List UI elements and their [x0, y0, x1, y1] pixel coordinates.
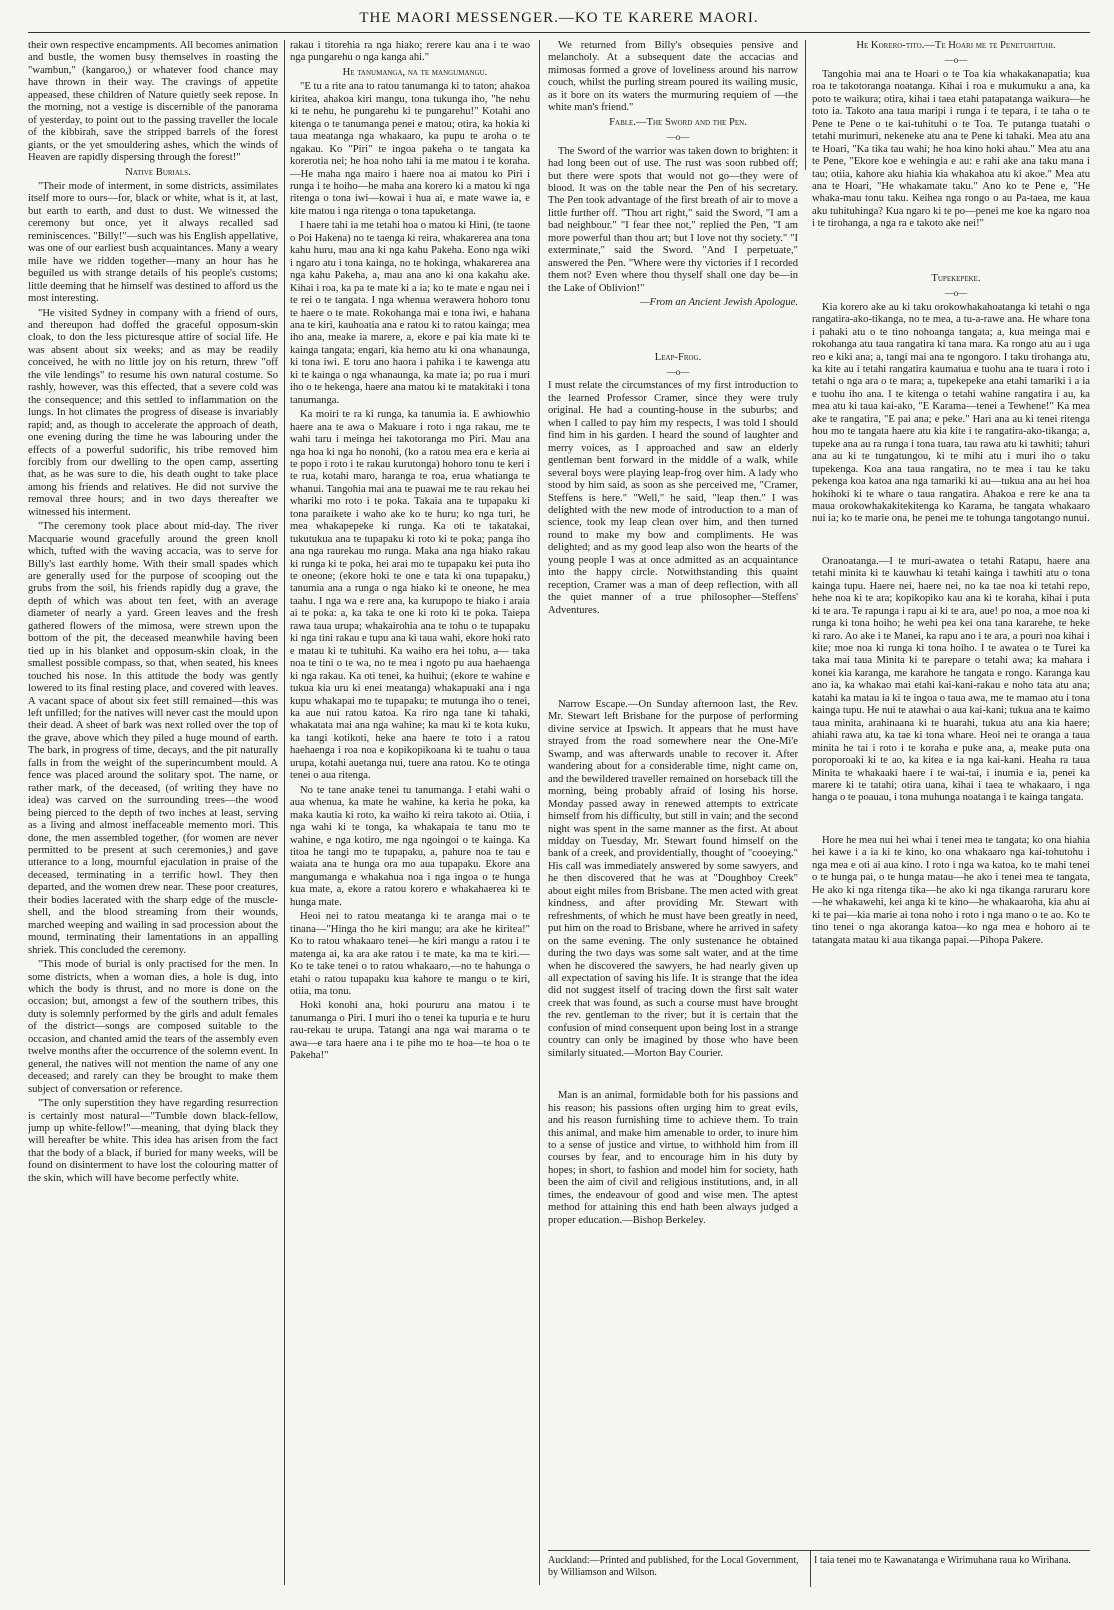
paragraph: their own respective encampments. All becomes animation and bustle, the women busy themselves in roasting the "wambun," (kangaroo,) or whatever food chance may have thrown in their way. The cravings of appetite appeased, these children of Nature quietly seek repose. In the morning, not a vestige is discernible of the panorama of yesterday, to point out to the passing traveller the locale of the kibbirah, save the stripped barrels of the forest giants, or the yet smouldering ashes, which the winds of Heaven are rapidly dispersing through the forest!"	[28, 40, 278, 164]
paragraph: "E tu a rite ana to ratou tanumanga ki to taton; ahakoa kiritea, ahakoa kiri mangu, tona tukunga iho, "he nehu ki te nehu, he pungarehu ki te pungarehu!" Kotahi ano kitenga o te tanumanga penei e matou; otira, ka hokia ki taua meatanga nga whakaaro, ka pupu te aroha o te ngakau. Ko "Piri" te ingoa pakeha o te tangata ka korerotia nei; he hoa noho tahi ia me matou i te koraha.—He maha nga mairo i haere noa ai matou ko Piri i runga i te hoiho—he maha ana korero ki a matou ki nga ritenga o tona iwi—kowai i hua ai, e mate wawe ia, e kite matou i nga ritenga o tona tapuketanga.	[290, 81, 530, 217]
paragraph: Narrow Escape.—On Sunday afternoon last, the Rev. Mr. Stewart left Brisbane for the purpose of performing divine service at Ipswich. It appears that he must have strayed from the road somewhere near the One-Mi'e Swamp, and was afterwards unable to recover it. After wandering about for a considerable time, night came on, and the bewildered traveller remained on horseback till the morning, being probably afraid of losing his horse. Monday passed away in renewed attempts to extricate himself from his difficulty, but still in vain; and the second night was spent in the same manner as the first. At about midday on Tuesday, Mr. Stewart found himself on the bank of a creek, and providentially, thought of "cooeying." His call was immediately answered by some sawyers, and he then discovered that he was at "Doughboy Creek" about eight miles from Brisbane. The men acted with great kindness, and after providing Mr. Stewart with refreshments, of which he must have been greatly in need, put him on the road to Brisbane, where he arrived in safety on the same evening. The only sustenance he obtained during the two days was some salt water, and at the time when he discovered the sawyers, he had nearly given up all expectation of saving his life. It is strange that the idea did not suggest itself of tracing down the first salt water creek that was found, as such a course must have brought the rev. gentleman to the river; but it is certain that the confusion of mind consequent upon being lost in a strange country can only be imagined by those who have been similarly situated.—Morton Bay Courier.	[548, 699, 798, 1059]
attribution: —From an Ancient Jewish Apologue.	[640, 297, 798, 309]
footer-divider	[810, 1551, 811, 1587]
paragraph: Heoi nei to ratou meatanga ki te aranga mai o te tinana—"Hinga tho he kiri mangu; ara ake he kiritea!" Ko to ratou whakaaro tenei—he kiri mangu a ratou i te matenga ai, ka ara ake ratou i te mate, ka ma te kiri.— Ko te take tenei o to ratou whakaaro,—no te hahunga o etahi o ratou tupapaku kua kahore te mangu o te kiri, otiia, ma tonu.	[290, 911, 530, 997]
paragraph: "He visited Sydney in company with a friend of ours, and thereupon had doffed the graceful opposum-skin cloak, to don the less picturesque attire of social life. He was absent about six weeks; and as may be readily conceived, he with no little joy on his return, threw "off the vile lendings" to resume his own natural costume. So rashly, however, was this effected, that a severe cold was the consequence; and this settled to inflammation on the lungs. In hot climates the progress of disease is invariably rapid; and, as though to accelerate the approach of death, one evening during the time he was labouring under the effects of a powerful sudorific, his tribe removed him forcibly from our dwelling to the open camp, asserting that, as he was sure to die, his death ought to take place among his friends and relatives. He did not survive the removal three hours; and in two days thereafter we witnessed his interment.	[28, 307, 278, 518]
section-heading: Fable.—The Sword and the Pen.	[609, 116, 747, 128]
paragraph: rakau i titorehia ra nga hiako; rerere kau ana i te wao nga pungarehu o nga kanga ahi."	[290, 40, 530, 64]
paragraph: No te tane anake tenei tu tanumanga. I etahi wahi o aua whenua, ka mate he wahine, ka keria he poka, ka maka kautia ki roto, ka waiho ki reira takoto ai. Otiia, i nga wahi ki te tonga, ka whakapaia te tanu mo te wahine, e nga kotiro, me nga ngoingoi o te kainga. Ka titoa he tangi mo te tupapaku, a, pahure noa te tau e waiata ana te hunga ora mo aua tupapaku. Ekore ana mangumanga e whakahua noa i nga ingoa o te hunga kua mate, a, ekore a ratou korero e whakahaerea ki te hunga mate.	[290, 784, 530, 908]
masthead: THE MAORI MESSENGER.—KO TE KARERE MAORI.	[28, 10, 1090, 33]
paragraph: Oranoatanga.—I te muri-awatea o tetahi Ratapu, haere ana tetahi minita ki te kauwhau ki tetahi kainga i tawhiti atu o tona kainga tupu. Haere nei, haere nei, no ka tae noa ki tetahi repo, hehe noa ki te ara; kopikopiko kau ana ki te koraha, kihai i puta ki te ara. Te rapunga i rapu ai ki te ara, aue! po noa, a moe noa ki runga ki tona hoiho; he wehi pea kei ona tana kararehe, te heke ki raro. Ao ake i te Manei, ka rapu ano i te ara, a pouri noa kihai i kite; moe noa ki runga ki tona hoiho. I te awatea o te Turei ka taka mai taua Minita ki te parepare o tetahi awa; ka mahara i konei kia karanga, me karahore he tangata e rongo. Karanga kau ano ia, ka whakao mai etahi kai-kani-rakau e noho tata atu ana; katahi ka matau ia ki te ingoa o taua awa, me te mamao atu i tona kainga tupu. He nui te atawhai o aua kai-kani; tukua ana te kaimo taua minita, arahinaana ki te huarahi, tukua atu ana kia haere; ahiahi rawa atu, ka tae ki tona whare. Heoi nei te oranga a taua minita he tai i roto i te koraha e puke ana, a, meake puta ona poroporoaki ki te ao, ka kitea e ia nga kai-kani. Heaha ra taua Minita te whakaaki haere i te wai-tai, i inumia e ia, penei ka marere ki te tatahi; otira uana, kihai i taea te whakaaro, i nga hanga o te poauau, i tona muhunga noatanga i te kainga tangata.	[812, 555, 1090, 804]
paragraph: We returned from Billy's obsequies pensive and melancholy. At a subsequent date the accacias and mimosas formed a grove of loveliness around his narrow couch, whilst the purling stream poured its wailing music, as it bore on its waters the murmuring requiem of —the white man's friend."	[548, 40, 798, 114]
imprint-english: Auckland:—Printed and published, for the Local Government, by Williamson and Wilson.	[548, 1555, 799, 1578]
column-3	[548, 40, 798, 1610]
section-heading: Native Burials.	[125, 166, 191, 178]
paragraph: Hore he mea nui hei whai i tenei mea te tangata; ko ona hiahia hei kawe i a ia ki te kino, ko ona whakaaro nga kai-tohutohu i nga mea e oti ai aua kino. I roto i nga wa katoa, ko te mahi tenei o te hunga pai, o te hunga matau—he ako i tenei mea te tangata, He ako ki nga ritenga tika—he ako ki nga tikanga raruraru kore—he whakawehi, kei anga ki te kino—he whakaaroha, kia ahu ai ki te pai—kia marie ai tona noho i roto i nga mano o te ao. Ko te tino tenei o nga akoranga katoa—ko nga mea e hohoro ai te tatangata matau ki aua tikanga papai.—Pihopa Pakere.	[812, 834, 1090, 946]
paragraph: Man is an animal, formidable both for his passions and his reason; his passions often urging him to great evils, and his reason furnishing time to achieve them. To train this animal, and make him amenable to order, to inure him to a sense of justice and virtue, to withhold him from ill courses by fear, and to encourage him in his duty by hopes; in short, to fashion and model him for society, hath been the aim of civil and religious institutions, and, in all times, the endeavour of good and wise men. The aptest method for attaining this end hath been always judged a proper education.—Bishop Berkeley.	[548, 1090, 798, 1226]
paragraph: Kia korero ake au ki taku orokowhakahoatanga ki tetahi o nga rangatira-ako-tikanga, no te mea, a tu-a-rawe ana. He whare tona i pahaki atu o te tino nohoanga tangata; a, kua meinga mai e rokohanga atu taua rangatira ki tana mara. Ka rongo atu au i uga reo e kiki ana; a, tangi mai ana te ngongoro. I taku tirohanga atu, ka kite au i tetahi rangatira kaumatua e tuohu ana te tuara i roto i tetahi o nga ara o te mara; a, tupekepeke ana etahi tamariki i a ia e tuohu iho ana. I te kitenga o tetahi wahine rangatira i au, ka mea atu ki taua kai-ako, "E Karama—tenei a Tewhene!" Ka mea ake te rangatira, "E pai ana; e peke." Hari ana au ki tenei ritenga hou mo te tangata haere atu kia kite i te rangatira-ako-tikanga; a, tupeke ana au ra runga i tona tuara, tau rawa atu ki tawhiti; tahuri ana au ki te tungatungou, ki te mihi atu i muri iho o taku tupekenga. Koa ana taua rangatira, no te mea i tau ke taku pekenga koa katoa ana nga tamariki ki au—tukua ana au hei hoa hokihoki ki te whare o taua rangatira. Ahakoa e rere ke ana ta maua orokowhakakitekitenga ko Karama, he tangata whakaaro nui ia; ko te marie ona, he penei me te tohunga tangotango nunui.	[812, 301, 1090, 525]
column-rule	[539, 40, 540, 1585]
ornament: —o—	[666, 366, 690, 377]
paragraph: Ka moiri te ra ki runga, ka tanumia ia. E awhiowhio haere ana te awa o Makuare i roto i nga rakau, me te wahi taru i meinga hei takotoranga mo Piri. Mau ana nga hoa ki nga ho nonohi, (ko a ratou mea era e keria ai te popo i roto i te rakau kurutonga) hohoro tonu te keri i te rua, kotahi maro, haranga te roa, erua whatianga te whanui. Tangohia mai ana te puawai me te rau rekau hei whariki mo roto i te poka. Takaia ana te tupapaku ki tona paraikete i waho ake ko te huru; ko nga turi, he mea whakapepeke ki runga. Ka oti te takatakai, tukutukua ana te tupapaku ki roto ki te poka; panga iho ana nga raurekau mo runga. Maka ana nga hiako rakau ki runga ki te poka, hei arai mo te tupapaku kei puta iho te oneone; (ekore hoki te one e tata ki ona tupapaku,) tanumia ana a runga o nga hiako ki te oneone, he mea taahu. I nga wa e rere ana, ka kurupopo te hiako i araia ai te poka: a, ka taka te one ki roto ki te poka. Taiepa rawa taua urupa; whakairohia ana te tohu o te tupapaku ki nga tini rakau e tupu ana ki taua wahi, ekore hoki rato e matau ki te tuhituhi. Ka waiho era hei tohu, a— taka noa te tini o te wa, no te mea i ngoto pu aua haehaenga ki nga rakau. Ka oti tenei, ka huihui; (ekore te wahine e tukua kia uru ki enei meatanga) whakapuaki ana i nga kupu whakapai mo te tupapaku; te mutunga iho o tenei, ka aue nui ratou katoa. Ka riro nga tane ki tahaki, whakatata mai ana nga wahine; ka mau ki te kota kuku, ka tangi kotikoti, heke ana haere te toto i a ratou haehaenga i roa noa e kopikopikoana ki te tuahu o taua urupa, kotahi auetanga nui, tuere ana ratou. Ko te otinga tenei o aua ritenga.	[290, 409, 530, 782]
section-heading: Tupekepeke.	[931, 272, 981, 284]
column-1	[28, 40, 278, 1610]
imprint-footer	[548, 1550, 1090, 1591]
column-2	[290, 40, 530, 1610]
paragraph: "The only superstition they have regarding resurrection is certainly most natural—"Tumble down black-fellow, jump up white-fellow!"—meaning, that dying black they will hereafter be white. This idea has arisen from the fact that the body of a black, if buried for many weeks, will be found on disinterment to have lost the colouring matter of the skin, which will have become perfectly white.	[28, 1098, 278, 1184]
paragraph: "Their mode of interment, in some districts, assimilates itself more to ours—for, black or white, what is it, at last, but earth to earth, and dust to dust. We witnessed the ceremony but once, yet it always recalled sad reminiscences. "Billy!"—such was his English appellative, was one of our earliest bush acquaintances. Many a weary mile have we ridden together—many an hour has he beguiled us with strange details of his people's customs; little deeming that he himself was destined to afford us the most interesting.	[28, 180, 278, 305]
ornament: —o—	[944, 288, 968, 299]
paragraph: I must relate the circumstances of my first introduction to the learned Professor Cramer, since they were truly original. He had a counting-house in the suburbs; and when I called to pay him my respects, I was told I should find him in his garden. I heard the sound of laughter and merry voices, as I approached and saw an elderly gentleman bent forward in the middle of a walk, while several boys were playing leap-frog over him. A lady who stood by him said, as soon as she perceived me, "Cramer, Steffens is here." "Well," he said, "leap then." I was delighted with the new mode of introduction to a man of science, took my leap clean over him, and then turned round to make my bow and compliments. He was delighted; and as my good leap also won the hearts of the young people I was at once admitted as an acquaintance into the happy circle. Notwithstanding this quaint reception, Cramer was a man of deep reflection, with all the quiet manner of a true philosopher—Steffens' Adventures.	[548, 380, 798, 616]
paragraph: "The ceremony took place about mid-day. The river Macquarie wound gracefully around the green knoll which, tufted with the waving accacia, was to serve for Billy's last earthly home. With their small spades which are generally used for the purpose of scooping out the grubs from the soil, his friends rapidly dug a grave, the depth of which was about ten feet, with an average diameter of nearly a yard. Green leaves and the fresh gathered flowers of the mimosa, were strewn upon the bottom of the pit, the deceased meanwhile having been tied up in his blanket and opposum-skin cloak, in the smallest possible compass, so that, when seated, his knees touched his nose. In this attitude the body was gently lowered to its final resting place, and covered with leaves. A vacant space of about six feet still remained—this was left unfilled; for the natives will never cast the mould upon their dead. A sheet of bark was next rolled over the top of the grave, above which they piled a huge mound of earth. The bark, in progress of time, decays, and the pit naturally falls in from the weight of the superincumbent mould. A fence was placed around the solitary spot. The name, or rather mark, of the deceased, (of writing they have no idea) was carved on the surrounding trees—the wood being pierced to the depth of two inches at least, serving as a living and almost ineffaceable memento mori. This done, the men assembled together, (for women are never permitted to be present at such ceremonies,) and gave utterance to a long, mournful ejaculation in praise of the deceased, terminating in a terrific howl. They then departed, and the women drew near. These poor creatures, their bodies lacerated with the sharp edge of the muscle-shell, and the blood streaming from their wounds, marched weeping and wailing in sad procession about the mound, terminating their lamentations in an appalling shriek. This concluded the ceremony.	[28, 521, 278, 956]
ornament: —o—	[944, 55, 968, 66]
paragraph: Hoki konohi ana, hoki poururu ana matou i te tanumanga o Piri. I muri iho o tenei ka tupuria e te huru rau-rekau te urupa. Tatangi ana nga wai marama o te awa—e tara haere ana i te pihe mo te hoa—te hoa o te Pakeha!"	[290, 1000, 530, 1062]
section-heading: Leap-Frog.	[654, 351, 702, 363]
ornament: —o—	[666, 132, 690, 143]
column-rule	[284, 40, 285, 1585]
imprint-maori: I taia tenei mo te Kawanatanga e Wirimuhana raua ko Wirihana.	[814, 1555, 1071, 1566]
paragraph: "This mode of burial is only practised for the men. In some districts, when a woman dies, a hole is dug, into which the body is thrust, and no more is done on the occasion; but, amongst a few of the southern tribes, this duty is solemnly performed by the girls and adult females of the district—songs are composed suitable to the occasion, and chanted amid the tears of the assembly even twelve months after the occurrence of the solemn event. In general, the natives will not mention the name of any one deceased; and rarely can they be brought to make them subject of conversation or reference.	[28, 959, 278, 1095]
section-heading: He Korero-tito.—Te Hoari me te Penetuhituhi.	[856, 40, 1056, 51]
column-4	[812, 40, 1090, 1610]
paragraph: The Sword of the warrior was taken down to brighten: it had long been out of use. The rust was soon rubbed off; but there were spots that would not go—they were of blood. It was on the table near the Pen of his secretary. The Pen took advantage of the first breath of air to move a little further off. "Thou art right," said the Sword, "I am a bad neighbour." "I fear thee not," replied the Pen, "I am more powerful than thou art; but I love not thy society." "I exterminate," said the Sword. "And I perpetuate," answered the Pen. "Where were thy victories if I recorded them not? Even where thou thyself shall one day be—in the Lake of Oblivion!"	[548, 145, 798, 294]
paragraph: I haere tahi ia me tetahi hoa o matou ki Hini, (te taone o Poi Hakena) no te taenga ki reira, whakarerea ana tona kahu huru, mau ana ki nga kahu Pakeha. Eono nga wiki i ngaro atu i tona kainga, no te hokinga, whakarerea ana nga kahu Pakeha, a, mau ana ano ki ona kakahu ake. Kihai i roa, ka pa te mate ki a ia; ko te mate e ngau nei i te rei o te tangata. I nga whenua werawera hohoro tonu te haere o te mate. Rokohanga mai e tona iwi, e hahana ana te kiri, kauhoatia ana e ratou ki to ratou kainga; mea iho ana, meake ia marere, a, ekore e pai kia mate ki te kainga tangata; engari, kia hemo atu ki ona whanaunga, ki tona iwi. E toru ano haora i pahika i te kawenga atu ki te kainga o nga whanaunga, ka mate ia; po rua i muri iho o te hekenga, haere ana matou ki te matakitaki i tona tanumanga.	[290, 220, 530, 406]
paragraph: Tangohia mai ana te Hoari o te Toa kia whakakanapatia; kua roa te takotoranga noatanga. Kihai i roa e mukumuku a ana, ka poto te waikura; otira, kihai i taea etahi patapatanga waikura—he toto ia. Takoto ana taua maripi i runga i te tepara, i te taha o te Pene te Pene o te kai-tuhituhi o te Toa. Te putanga tuatahi o tetahi murimuri, nekeneke atu ana te Pene ki tahaki. Mea atu ana te Hoari, "Ka tika tau wahi; he hoa kino hoki ahau." Mea atu ana te Pene, "Ekore koe e wehingia e au: e rahi ake ana taku mana i tau; otiia, kahore aku hiahia kia whakahoa atu ki akoe." Mea atu ana te Hoari, "He whakamate taku." Ano ko te Pene e, "He whaka-mau tonu taku. Keihea nga rongo o au Pa-taea, me kaua aku tuhituhinga? Kua ngaro ki te po—penei me koe ka ngaro noa i te tirohanga, a nga ra e takoto ake nei!"	[812, 68, 1090, 230]
column-rule	[805, 40, 806, 170]
section-heading: He tanumanga, na te mangumangu.	[342, 66, 488, 78]
